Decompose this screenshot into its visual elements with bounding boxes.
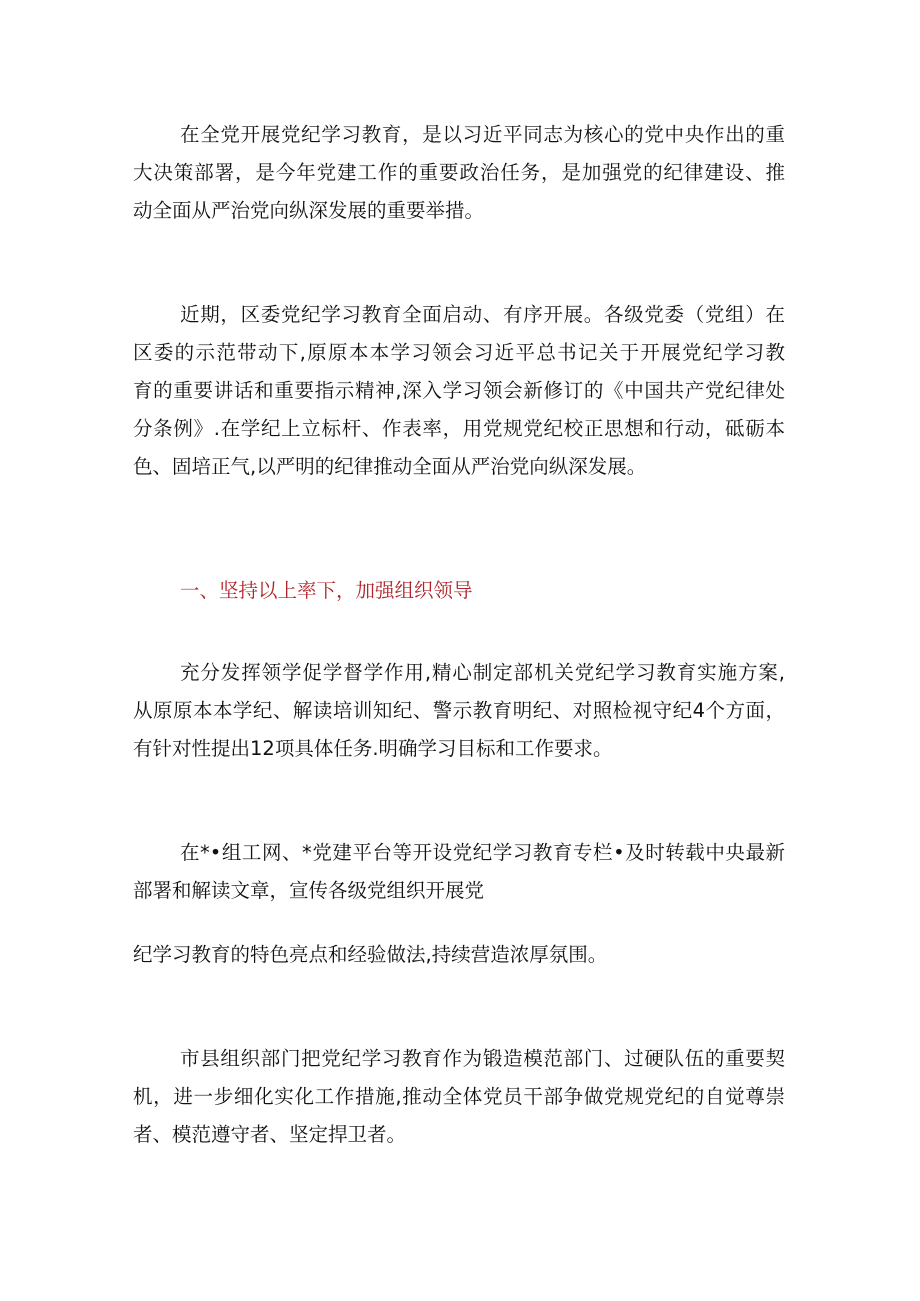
paragraph-line: 从原原本本学纪、解读培训知纪、警示教育明纪、对照检视守纪4个方面， [133,699,785,722]
paragraph-local-departments [133,1040,785,1154]
paragraph-line: 色、固培正气,以严明的纪律推动全面从严治党向纵深发展。 [133,455,647,478]
paragraph-line: 动全面从严治党向纵深发展的重要举措。 [133,199,485,222]
paragraph-line: 者、模范遵守者、坚定捍卫者。 [133,1123,407,1146]
section-heading: 一、坚持以上率下，加强组织领导 [180,579,473,602]
paragraph-line: 部署和解读文章，宣传各级党组织开展党 [133,879,485,902]
paragraph-line: 区委的示范带动下,原原本本学习领会习近平总书记关于开展党纪学习教 [133,341,785,364]
paragraph-line: 近期，区委党纪学习教育全面启动、有序开展。各级党委（党组）在 [180,303,785,326]
paragraph-line: 充分发挥领学促学督学作用,精心制定部机关党纪学习教育实施方案, [180,661,785,684]
paragraph-line: 大决策部署，是今年党建工作的重要政治任务，是加强党的纪律建设、推 [133,161,785,184]
paragraph-intro [133,116,785,230]
paragraph-leadership-role [133,654,785,768]
paragraph-line: 市县组织部门把党纪学习教育作为锻造模范部门、过硬队伍的重要契 [180,1047,785,1070]
paragraph-online-columns [133,834,785,910]
paragraph-line: 在全党开展党纪学习教育，是以习近平同志为核心的党中央作出的重 [180,123,785,146]
paragraph-line: 纪学习教育的特色亮点和经验做法,持续营造浓厚氛围。 [133,943,608,966]
paragraph-line: 机，进一步细化实化工作措施,推动全体党员干部争做党规党纪的自觉尊崇 [133,1085,785,1108]
paragraph-line: 有针对性提出12项具体任务.明确学习目标和工作要求。 [133,737,613,760]
paragraph-line: 在*•组工网、*党建平台等开设党纪学习教育专栏•及时转载中央最新 [180,841,785,864]
paragraph-line: 育的重要讲话和重要指示精神,深入学习领会新修订的《中国共产党纪律处 [133,379,785,402]
paragraph-recent-progress [133,296,785,486]
paragraph-line: 分条例》.在学纪上立标杆、作表率，用党规党纪校正思想和行动，砥砺本 [133,417,785,440]
paragraph-online-columns-continued [133,936,785,974]
